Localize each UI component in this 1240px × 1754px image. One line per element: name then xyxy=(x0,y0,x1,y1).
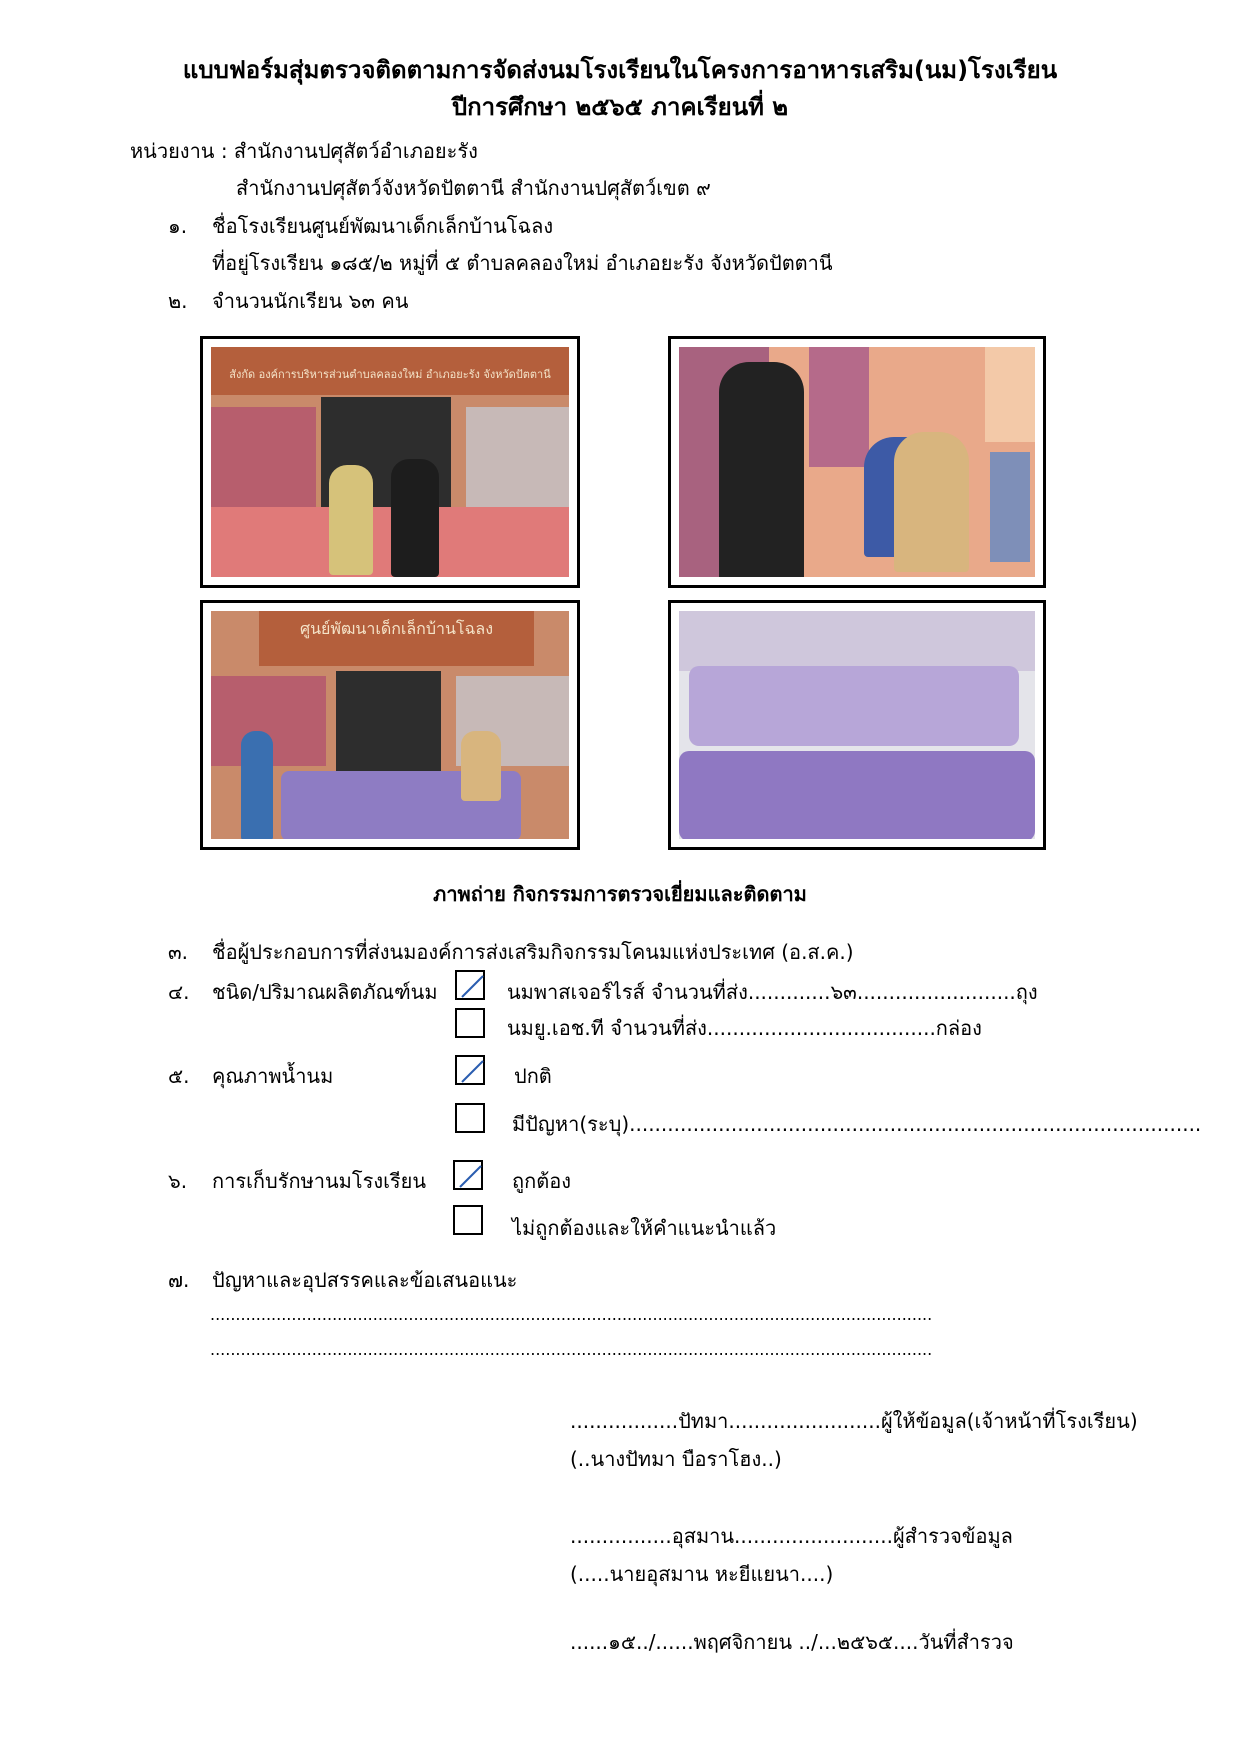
school-name: ชื่อโรงเรียนศูนย์พัฒนาเด็กเล็กบ้านโฉลง xyxy=(212,214,554,238)
shelf xyxy=(990,452,1030,562)
signature-informant: .................ปัทมา........................ผู้ให้ข้อมูล(เจ้าหน้าที่โรงเรียน) xyxy=(570,1409,1138,1433)
person-officer-standing xyxy=(719,362,804,577)
signature-surveyor-name: (.....นายอุสมาน หะยีแยนา....) xyxy=(570,1562,834,1586)
quality-option-problem: มีปัญหา(ระบุ).......................................................................................... xyxy=(512,1112,1202,1136)
item-2-row xyxy=(168,285,408,317)
item-3-row xyxy=(168,936,854,968)
photo-caption: ภาพถ่าย กิจกรรมการตรวจเยี่ยมและติดตาม xyxy=(433,882,807,906)
photo-school-entrance-image xyxy=(211,347,569,577)
signature-surveyor: ................อุสมาน.........................ผู้สำรวจข้อมูล xyxy=(570,1524,1013,1548)
photo-inspection-room xyxy=(668,336,1046,588)
item-1-number: ๑. xyxy=(168,214,188,238)
item-6-row xyxy=(168,1165,426,1197)
checkbox-uht[interactable] xyxy=(455,1008,485,1038)
checkbox-storage-not-ok[interactable] xyxy=(453,1205,483,1235)
form-title: แบบฟอร์มสุ่มตรวจติดตามการจัดส่งนมโรงเรียนในโครงการอาหารเสริม(นม)โรงเรียน xyxy=(182,56,1058,84)
check-mark-icon xyxy=(457,1057,487,1087)
school-sign-main: ศูนย์พัฒนาเด็กเล็กบ้านโฉลง xyxy=(299,619,494,638)
school-sign-board-2 xyxy=(259,611,534,666)
children-back-rows xyxy=(679,611,1035,671)
notice-board-right xyxy=(466,407,569,507)
person-officer xyxy=(391,459,439,577)
check-mark-icon xyxy=(457,972,487,1002)
check-mark-icon xyxy=(455,1162,485,1192)
wall-poster xyxy=(985,347,1035,442)
notice-board-left xyxy=(211,407,316,507)
photo-school-entrance xyxy=(200,336,580,588)
problems-dotted-line-1[interactable]: .............................................................................................................................................. xyxy=(210,1305,933,1324)
children-middle-rows xyxy=(689,666,1019,746)
item-1-row xyxy=(168,210,553,242)
school-address: ที่อยู่โรงเรียน ๑๘๕/๒ หมู่ที่ ๕ ตำบลคลองใหม่ อำเภอยะรัง จังหวัดปัตตานี xyxy=(212,251,833,275)
signature-informant-name: (..นางปัทมา บือราโฮง..) xyxy=(570,1447,782,1471)
photo-children-classroom-image xyxy=(679,611,1035,839)
item-6-number: ๖. xyxy=(168,1169,188,1193)
item-7-row xyxy=(168,1264,517,1296)
checkbox-quality-problem[interactable] xyxy=(455,1103,485,1133)
checkbox-quality-normal[interactable] xyxy=(455,1055,485,1085)
school-sign-subtext: สังกัด องค์การบริหารส่วนตำบลคลองใหม่ อำเภอยะรัง จังหวัดปัตตานี xyxy=(229,368,551,381)
item-5-number: ๕. xyxy=(168,1064,190,1088)
item-4-row xyxy=(168,976,438,1008)
storage-option-ok: ถูกต้อง xyxy=(512,1169,571,1193)
operator-name: ชื่อผู้ประกอบการที่ส่งนมองค์การส่งเสริมกิจกรรมโคนมแห่งประเทศ (อ.ส.ค.) xyxy=(212,940,854,964)
product-option-pasteurized: นมพาสเจอร์ไรส์ จำนวนที่ส่ง.............๖๓.........................ถุง xyxy=(507,980,1038,1004)
item-5-row xyxy=(168,1060,333,1092)
item-4-number: ๔. xyxy=(168,980,190,1004)
person-teacher xyxy=(894,432,969,572)
quality-option-normal: ปกติ xyxy=(514,1064,552,1088)
checkbox-storage-ok[interactable] xyxy=(453,1160,483,1190)
checkbox-pasteurized[interactable] xyxy=(455,970,485,1000)
problems-dotted-line-2[interactable]: .............................................................................................................................................. xyxy=(210,1340,933,1359)
quality-label: คุณภาพน้ำนม xyxy=(212,1064,334,1088)
agency-line-1: หน่วยงาน : สำนักงานปศุสัตว์อำเภอยะรัง xyxy=(130,139,478,163)
photo-children-classroom xyxy=(668,600,1046,850)
agency-line-2: สำนักงานปศุสัตว์จังหวัดปัตตานี สำนักงานปศุสัตว์เขต ๙ xyxy=(236,176,711,200)
photo-inspection-room-image xyxy=(679,347,1035,577)
student-count: จำนวนนักเรียน ๖๓ คน xyxy=(212,289,409,313)
storage-option-not-ok: ไม่ถูกต้องและให้คำแนะนำแล้ว xyxy=(512,1216,777,1240)
item-2-number: ๒. xyxy=(168,289,188,313)
school-sign-board xyxy=(211,347,569,395)
storage-label: การเก็บรักษานมโรงเรียน xyxy=(212,1169,427,1193)
curtain-right xyxy=(809,347,869,467)
form-subtitle: ปีการศึกษา ๒๕๖๕ ภาคเรียนที่ ๒ xyxy=(451,93,789,121)
item-7-number: ๗. xyxy=(168,1268,190,1292)
photo-group-entrance xyxy=(200,600,580,850)
entrance-door-2 xyxy=(336,671,441,781)
person-teacher-left xyxy=(241,731,273,839)
item-3-number: ๓. xyxy=(168,940,189,964)
children-front-rows xyxy=(679,751,1035,839)
problems-label: ปัญหาและอุปสรรคและข้อเสนอแนะ xyxy=(212,1268,518,1292)
survey-date: ......๑๕../......พฤศจิกายน ../...๒๕๖๕....วันที่สำรวจ xyxy=(570,1630,1014,1654)
person-teacher-right xyxy=(461,731,501,801)
person-woman xyxy=(329,465,373,575)
photo-group-entrance-image xyxy=(211,611,569,839)
product-label: ชนิด/ปริมาณผลิตภัณฑ์นม xyxy=(212,980,438,1004)
wall-base xyxy=(211,507,569,577)
product-option-uht: นมยู.เอช.ที จำนวนที่ส่ง....................................กล่อง xyxy=(507,1016,982,1040)
